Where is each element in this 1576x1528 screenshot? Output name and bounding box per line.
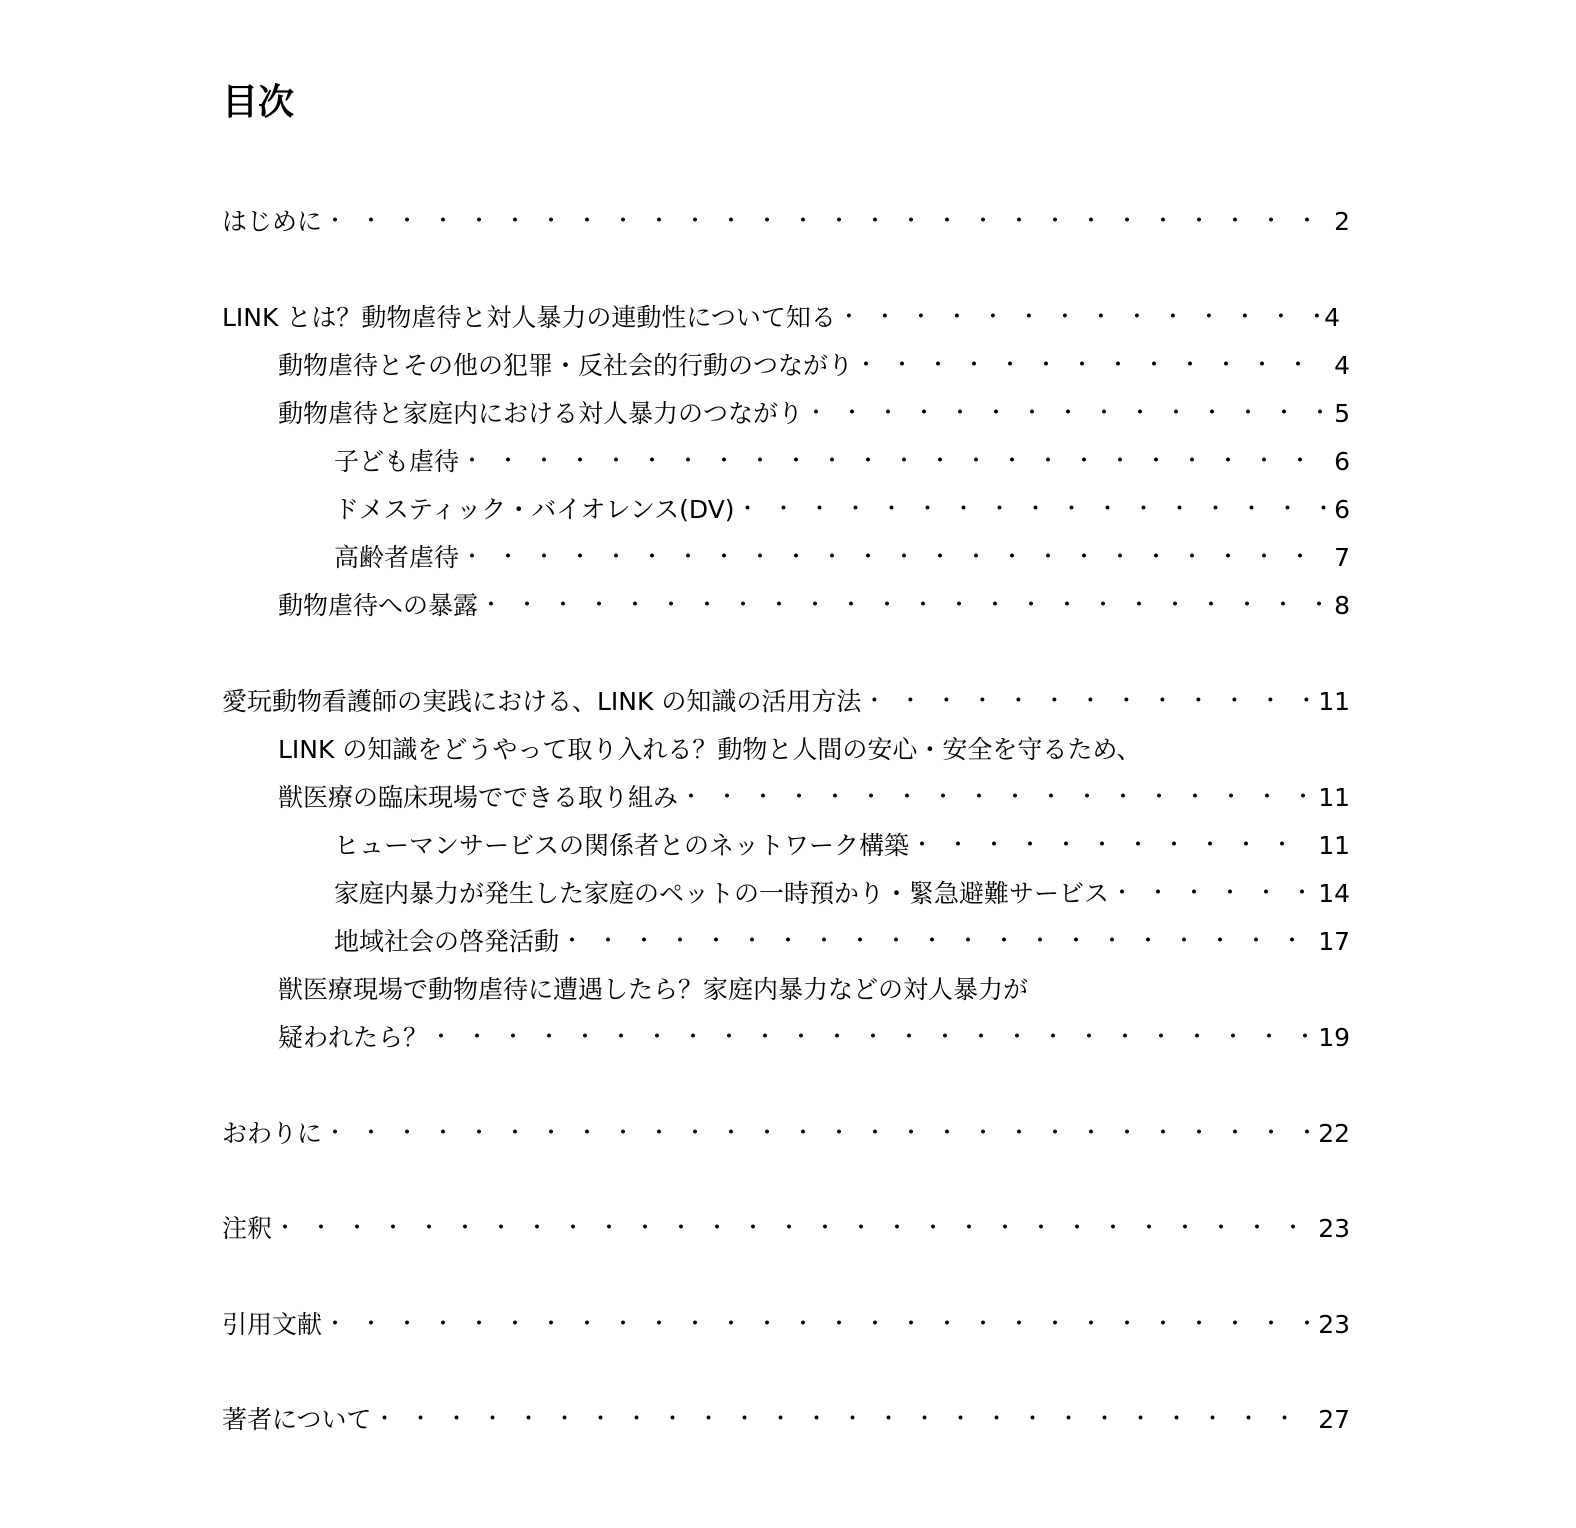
toc-dot-leader (428, 1018, 1316, 1058)
toc-entry-pet-shelter[interactable] (334, 874, 1350, 914)
toc-entry-label: 著者について (222, 1405, 372, 1434)
toc-entry-label: 愛玩動物看護師の実践における、LINK の知識の活用方法 (222, 687, 862, 716)
toc-entry-dv[interactable] (334, 490, 1350, 530)
toc-dot-leader (372, 1400, 1317, 1440)
toc-entry-practice[interactable] (222, 682, 1350, 722)
toc-dot-leader (836, 298, 1322, 338)
toc-entry-label: おわりに (222, 1119, 323, 1148)
toc-dot-leader (735, 490, 1333, 530)
toc-dot-leader (678, 778, 1316, 818)
toc-entry-references[interactable] (222, 1305, 1350, 1345)
toc-page-number: 11 (1318, 687, 1350, 716)
toc-page-number: 7 (1334, 543, 1350, 572)
toc-page-number: 5 (1334, 399, 1350, 428)
toc-page-number: 8 (1334, 591, 1350, 620)
toc-page-number: 14 (1318, 879, 1350, 908)
toc-entry-label: 注釈 (222, 1214, 273, 1243)
toc-entry-clinical-line2[interactable] (278, 778, 1350, 818)
toc-page-number: 11 (1318, 783, 1350, 812)
toc-dot-leader (459, 442, 1332, 482)
toc-page-number: 11 (1318, 831, 1350, 860)
toc-entry-notes[interactable] (222, 1209, 1350, 1249)
toc-entry-encounter-line1[interactable] (278, 970, 1028, 1010)
toc-entry-clinical-line1[interactable] (278, 730, 1141, 770)
toc-dot-leader (853, 346, 1332, 386)
toc-entry-domestic-violence-link[interactable] (278, 394, 1350, 434)
toc-page-number: 23 (1318, 1310, 1350, 1339)
toc-entry-label: 家庭内暴力が発生した家庭のペットの一時預かり・緊急避難サービス (334, 879, 1110, 908)
toc-dot-leader (1109, 874, 1316, 914)
toc-entry-label: 疑われたら？ (278, 1023, 429, 1052)
toc-entry-label: 地域社会の啓発活動 (334, 927, 560, 956)
toc-dot-leader (322, 1305, 1316, 1345)
toc-entry-label: 獣医療の臨床現場でできる取り組み (278, 783, 679, 812)
toc-page-number: 22 (1318, 1119, 1350, 1148)
toc-entry-elder-abuse[interactable] (334, 538, 1350, 578)
toc-entry-other-crimes[interactable] (278, 346, 1350, 386)
toc-page-number: 2 (1334, 207, 1350, 236)
toc-page-number: 6 (1334, 447, 1350, 476)
toc-dot-leader (322, 202, 1332, 242)
toc-page-number: 4 (1324, 303, 1340, 332)
toc-dot-leader (909, 826, 1316, 866)
toc-entry-label: 動物虐待とその他の犯罪・反社会的行動のつながり (278, 351, 854, 380)
toc-entry-label: LINK とは？動物虐待と対人暴力の連動性について知る (222, 303, 836, 332)
toc-entry-label: 動物虐待への暴露 (278, 591, 479, 620)
toc-dot-leader (803, 394, 1332, 434)
toc-entry-community[interactable] (334, 922, 1350, 962)
toc-entry-label: はじめに (222, 207, 323, 236)
toc-entry-label: 動物虐待と家庭内における対人暴力のつながり (278, 399, 804, 428)
toc-entry-network[interactable] (334, 826, 1350, 866)
toc-entry-introduction[interactable] (222, 202, 1350, 242)
toc-dot-leader (861, 682, 1316, 722)
toc-entry-label: 獣医療現場で動物虐待に遭遇したら？家庭内暴力などの対人暴力が (278, 975, 1029, 1004)
toc-entry-about-author[interactable] (222, 1400, 1350, 1440)
toc-entry-label: LINK の知識をどうやって取り入れる？動物と人間の安心・安全を守るため、 (278, 735, 1142, 764)
toc-entry-exposure[interactable] (278, 586, 1350, 626)
toc-dot-leader (478, 586, 1332, 626)
toc-page-number: 17 (1318, 927, 1350, 956)
toc-page-number: 4 (1334, 351, 1350, 380)
page-title: 目次 (222, 82, 295, 123)
toc-dot-leader (272, 1209, 1316, 1249)
toc-dot-leader (459, 538, 1332, 578)
toc-entry-child-abuse[interactable] (334, 442, 1350, 482)
toc-entry-label: ドメスティック・バイオレンス(DV) (334, 495, 735, 524)
toc-entry-encounter-line2[interactable] (278, 1018, 1350, 1058)
toc-entry-label: 高齢者虐待 (334, 543, 460, 572)
toc-page-number: 23 (1318, 1214, 1350, 1243)
toc-entry-label: 子ども虐待 (334, 447, 460, 476)
toc-dot-leader (322, 1114, 1316, 1154)
toc-entry-label: ヒューマンサービスの関係者とのネットワーク構築 (334, 831, 910, 860)
toc-dot-leader (559, 922, 1316, 962)
toc-page-number: 6 (1334, 495, 1350, 524)
toc-page-number: 19 (1318, 1023, 1350, 1052)
toc-entry-link-overview[interactable] (222, 298, 1340, 338)
toc-entry-label: 引用文献 (222, 1310, 323, 1339)
toc-entry-conclusion[interactable] (222, 1114, 1350, 1154)
toc-page-number: 27 (1318, 1405, 1350, 1434)
